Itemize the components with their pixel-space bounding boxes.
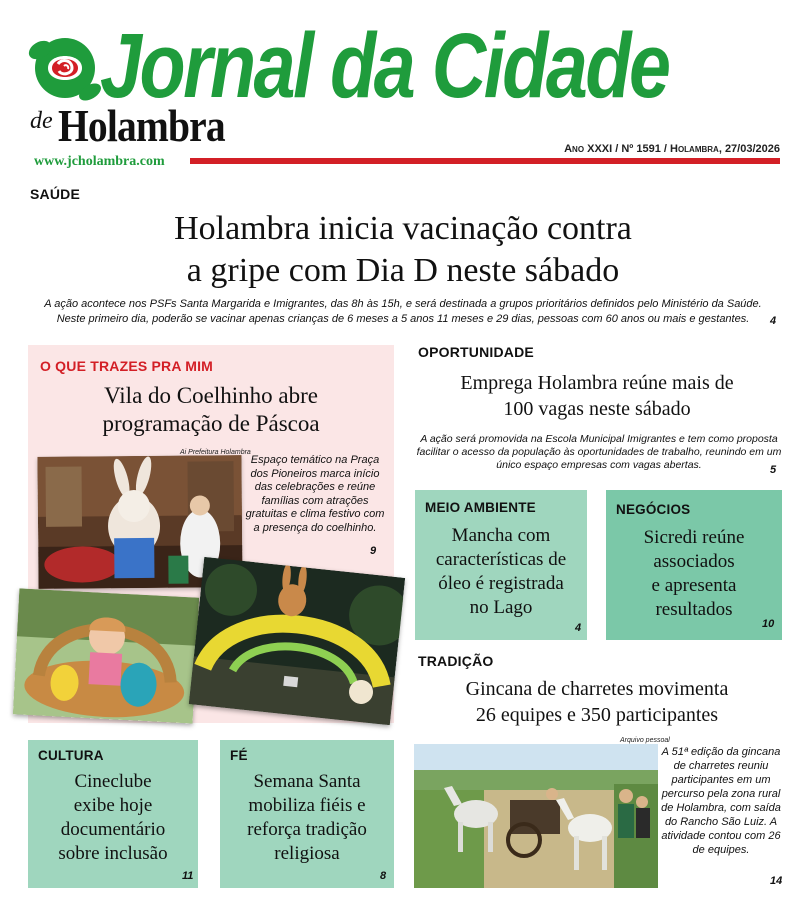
cultura-headline — [32, 770, 194, 866]
negocios-line: Sicredi reúne — [643, 527, 745, 548]
meio-ambiente-page: 4 — [575, 622, 582, 634]
tradicao-text: A 51ª edição da gincana de charretes reuniu participantes em um percurso pela zona rural de Holambra, com saída do Rancho São Luiz. A atividade contou com 26 de equipes. — [661, 746, 781, 856]
oportunidade-headline-line2: 100 vagas neste sábado — [503, 398, 691, 420]
pascoa-headline[interactable] — [40, 382, 382, 438]
main-story-lead — [30, 297, 776, 327]
fe-headline — [224, 770, 390, 866]
pascoa-kicker: O QUE TRAZES PRA MIM — [40, 358, 214, 374]
cultura-page: 11 — [182, 870, 194, 882]
fe-line: Semana Santa — [253, 771, 361, 792]
cultura-box[interactable] — [28, 740, 198, 888]
tradicao-page: 14 — [770, 875, 783, 887]
website-link[interactable]: www.jcholambra.com — [34, 154, 165, 169]
negocios-line: e apresenta — [651, 575, 737, 596]
fe-line: religiosa — [274, 843, 340, 864]
main-headline-line2: a gripe com Dia D neste sábado — [186, 252, 620, 289]
meio-ambiente-box[interactable] — [415, 490, 587, 640]
negocios-box[interactable] — [606, 490, 782, 640]
meio-ambiente-line: características de — [435, 549, 567, 570]
fe-page: 8 — [380, 870, 387, 882]
tradicao-headline[interactable] — [412, 676, 782, 728]
bunny-arch-night-photo — [189, 557, 405, 725]
tradicao-kicker: TRADIÇÃO — [418, 653, 494, 669]
meio-ambiente-line: óleo é registrada — [438, 573, 564, 594]
pascoa-page: 9 — [370, 545, 377, 557]
meio-ambiente-kicker: MEIO AMBIENTE — [425, 500, 536, 515]
main-lead-line2: Neste primeiro dia, poderão se vacinar apenas crianças de 6 meses a 5 anos 11 meses e 29 dias, pessoas com 60 anos ou mais e gestantes. — [56, 313, 750, 325]
meio-ambiente-line: no Lago — [469, 597, 533, 618]
rose-logo-icon — [28, 30, 102, 106]
tradicao-photo-credit: Arquivo pessoal — [620, 737, 670, 744]
cultura-kicker: CULTURA — [38, 748, 104, 763]
meio-ambiente-line: Mancha com — [451, 525, 551, 546]
negocios-line: resultados — [655, 599, 733, 620]
cultura-line: Cineclube — [74, 771, 152, 792]
negocios-kicker: NEGÓCIOS — [616, 502, 691, 517]
main-story-headline[interactable] — [40, 208, 766, 292]
fe-line: mobiliza fiéis e — [248, 795, 366, 816]
masthead-title: Jornal da Cidade — [100, 15, 669, 117]
main-headline-line1: Holambra inicia vacinação contra — [174, 210, 632, 247]
meio-ambiente-headline — [419, 524, 583, 620]
oportunidade-kicker: OPORTUNIDADE — [418, 344, 534, 360]
tradicao-headline-line2: 26 equipes e 350 participantes — [475, 704, 719, 726]
negocios-line: associados — [653, 551, 735, 572]
horse-carriages-photo — [414, 744, 658, 888]
pascoa-headline-line2: programação de Páscoa — [102, 411, 320, 436]
pascoa-headline-line1: Vila do Coelhinho abre — [104, 383, 318, 408]
main-story-page: 4 — [770, 315, 777, 327]
main-story-kicker: SAÚDE — [30, 186, 81, 202]
main-lead-line1: A ação acontece nos PSFs Santa Margarida e Imigrantes, das 8h às 15h, e será destinada a grupos prioritários definidos pelo Ministério da Saúde. — [44, 298, 762, 310]
cultura-line: exibe hoje — [73, 795, 153, 816]
negocios-page: 10 — [762, 618, 775, 630]
edition-info: Ano XXXI / Nº 1591 / Holambra, 27/03/2026 — [564, 143, 780, 155]
oportunidade-lead: A ação será promovida na Escola Municipal Imigrantes e tem como proposta facilitar o acesso da população às oportunidades de trabalho, reunindo em um único espaço empresas com vagas abertas. — [416, 433, 782, 471]
oportunidade-headline-line1: Emprega Holambra reúne mais de — [460, 372, 734, 394]
fe-box[interactable] — [220, 740, 394, 888]
masthead-divider — [190, 158, 780, 164]
negocios-headline — [610, 526, 778, 622]
cultura-line: documentário — [60, 819, 166, 840]
oportunidade-page: 5 — [770, 464, 777, 476]
oportunidade-headline[interactable] — [412, 370, 782, 422]
masthead-city: Holambra — [58, 100, 225, 151]
pascoa-photo-credit: Ai Prefeitura Holambra — [180, 449, 251, 456]
pascoa-text: Espaço temático na Praça dos Pioneiros marca início das celebrações e reúne famílias com atrações gratuitas e clima festivo com a presença do coelhinho. — [245, 454, 385, 534]
masthead-de: de — [30, 108, 53, 134]
fe-line: reforça tradição — [247, 819, 367, 840]
cultura-line: sobre inclusão — [58, 843, 168, 864]
tradicao-headline-line1: Gincana de charretes movimenta — [465, 678, 729, 700]
girl-easter-basket-photo — [13, 588, 199, 723]
fe-kicker: FÉ — [230, 748, 248, 763]
